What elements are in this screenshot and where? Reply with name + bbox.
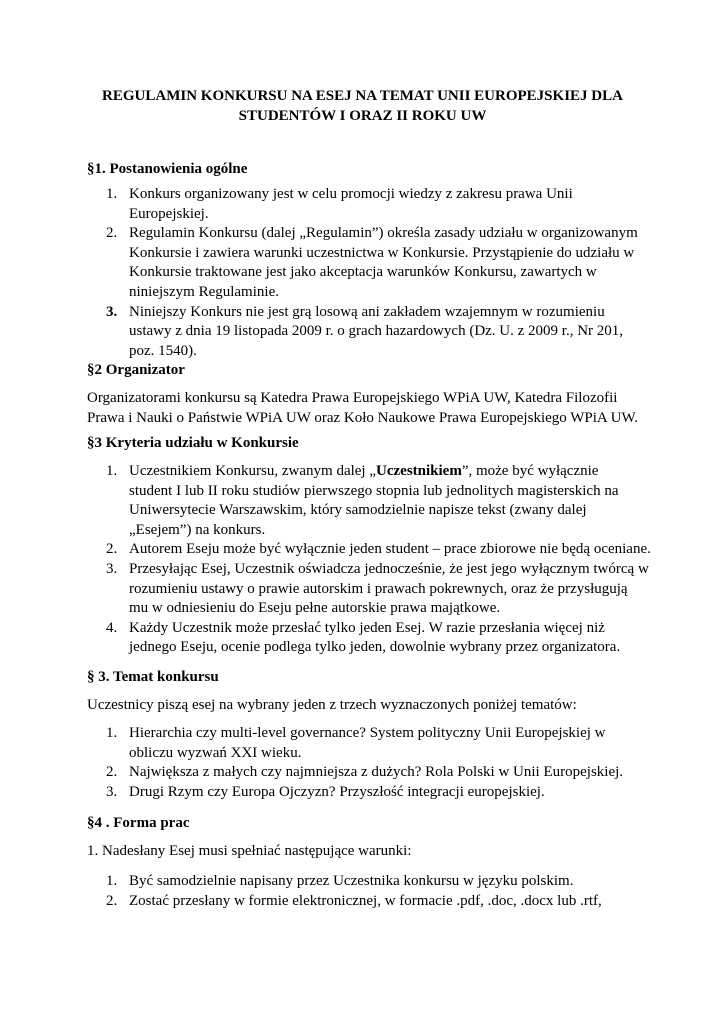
list-item-text: Być samodzielnie napisany przez Uczestnika konkursu w języku polskim.	[129, 873, 574, 889]
list-item-number: 2.	[106, 225, 118, 242]
list-item	[0, 619, 641, 658]
list-item	[0, 724, 619, 763]
list-item-text-pre: Uczestnikiem Konkursu, zwanym dalej „	[129, 463, 377, 479]
list-item-number: 2.	[106, 892, 118, 909]
section-4-intro: Uczestnicy piszą esej na wybrany jeden z trzech wyznaczonych poniżej tematów:	[87, 697, 577, 713]
list-item-number: 1.	[106, 186, 118, 202]
list-item-text: Każdy Uczestnik może przesłać tylko jeden Esej. W razie przesłania więcej niż jednego Eseju, ocenie podlega tylko jeden, dowolnie wybrany przez organizatora.	[129, 619, 621, 656]
list-item-text-post: ”, może być wyłącznie student I lub II roku studiów pierwszego stopnia lub jednolitych magisterskich na Uniwersytecie Warszawskim, który samodzielnie napisze tekst (zwany dalej „Esejem”) na konkurs.	[129, 463, 619, 538]
title-line-2: STUDENTÓW I ORAZ II ROKU UW	[238, 108, 487, 124]
list-item-text: Niniejszy Konkurs nie jest grą losową ani zakładem wzajemnym w rozumieniu ustawy z dnia 19 listopada 2009 r. o grach hazardowych (Dz. U. z 2009 r., Nr 201, poz. 1540).	[129, 303, 624, 359]
section-5-intro: 1. Nadesłany Esej musi spełniać następujące warunki:	[87, 843, 412, 859]
list-item	[0, 560, 650, 619]
list-item	[0, 540, 650, 560]
list-item-number: 2.	[106, 541, 118, 558]
list-item-number: 3.	[106, 303, 118, 320]
list-item-number: 3.	[106, 560, 118, 577]
list-item-text: Drugi Rzym czy Europa Ojczyzn? Przyszłość integracji europejskiej.	[129, 783, 545, 800]
section-5-heading: §4 . Forma prac	[87, 815, 190, 831]
list-item-number: 1.	[106, 725, 118, 741]
list-item	[0, 763, 650, 783]
section-2-text: Organizatorami konkursu są Katedra Prawa Europejskiego WPiA UW, Katedra Filozofii Prawa i Nauki o Państwie WPiA UW oraz Koło Naukowe Prawa Europejskiego WPiA UW.	[87, 390, 639, 426]
list-item	[0, 892, 650, 912]
list-item-text: Autorem Eseju może być wyłącznie jeden student – prace zbiorowe nie będą oceniane.	[129, 541, 651, 558]
section-3-heading: §3 Kryteria udziału w Konkursie	[87, 435, 299, 451]
section-4-heading: § 3. Temat konkursu	[87, 669, 219, 685]
section-3-list	[0, 462, 650, 658]
list-item-text: Zostać przesłany w formie elektronicznej, w formacie .pdf, .doc, .docx lub .rtf,	[129, 892, 602, 909]
list-item	[0, 783, 650, 803]
list-item-text: Hierarchia czy multi-level governance? System polityczny Unii Europejskiej w obliczu wyzwań XXI wieku.	[129, 725, 606, 761]
section-1-heading: §1. Postanowienia ogólne	[87, 161, 248, 177]
list-item-number: 1.	[106, 873, 118, 889]
list-item-number: 2.	[106, 764, 118, 781]
list-item	[0, 872, 650, 892]
section-2-heading: §2 Organizator	[87, 362, 185, 378]
section-1-list	[0, 185, 650, 361]
list-item-text: Przesyłając Esej, Uczestnik oświadcza jednocześnie, że jest jego wyłącznym twórcą w rozumieniu ustawy o prawie autorskim i prawach pokrewnych, oraz że przysługują mu w odniesieniu do Eseju pełne autorskie prawa majątkowe.	[129, 560, 649, 617]
list-item-number: 4.	[106, 619, 118, 636]
section-5-list	[0, 872, 650, 911]
list-item-text: Konkurs organizowany jest w celu promocji wiedzy z zakresu prawa Unii Europejskiej.	[129, 186, 573, 222]
list-item-text: Największa z małych czy najmniejsza z dużych? Rola Polski w Unii Europejskiej.	[129, 764, 624, 781]
document-title	[60, 86, 665, 126]
list-item	[0, 303, 650, 362]
list-item-number: 3.	[106, 783, 118, 800]
section-4-list	[0, 724, 650, 802]
list-item-number: 1.	[106, 463, 118, 479]
list-item	[0, 224, 650, 302]
list-item	[0, 185, 629, 224]
title-line-1: REGULAMIN KONKURSU NA ESEJ NA TEMAT UNII EUROPEJSKIEJ DLA	[102, 88, 623, 104]
list-item-text-bold: Uczestnikiem	[376, 463, 462, 479]
list-item-text: Regulamin Konkursu (dalej „Regulamin”) określa zasady udziału w organizowanym Konkursie i zawiera warunki uczestnictwa w Konkursie. Przystąpienie do udziału w Konkursie traktowane jest jako akceptacja warunków Konkursu, zawartych w niniejszym Regulaminie.	[129, 225, 638, 300]
list-item	[0, 462, 634, 540]
